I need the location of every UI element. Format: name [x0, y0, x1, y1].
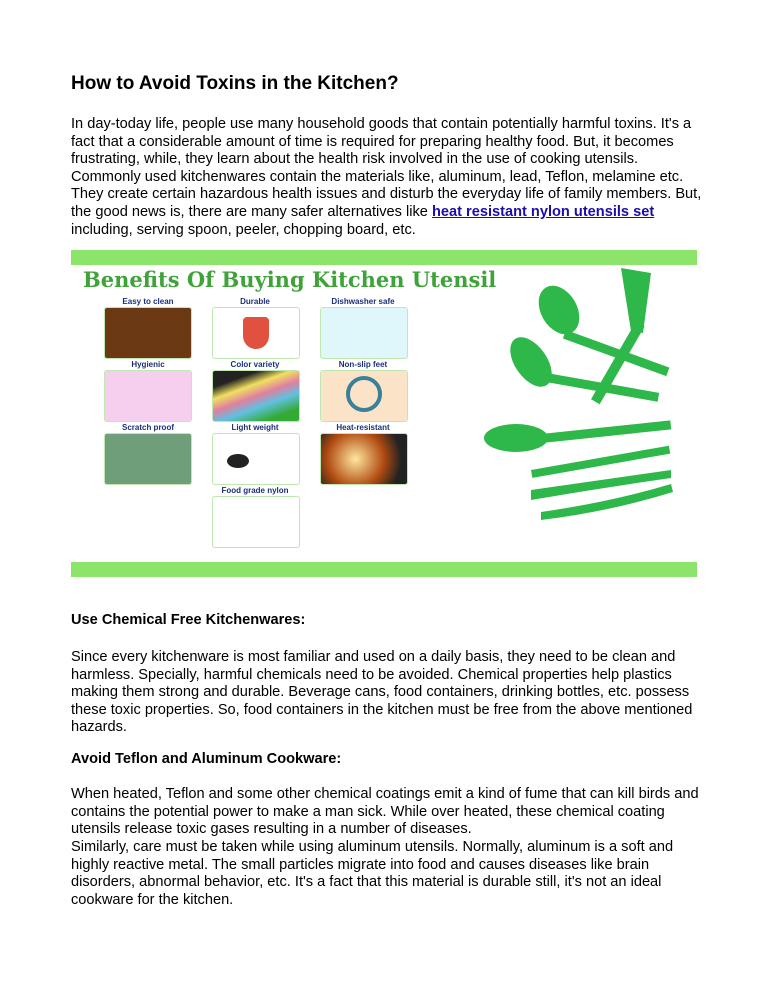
benefit-label: Durable [240, 297, 270, 306]
page-title: How to Avoid Toxins in the Kitchen? [71, 73, 399, 94]
benefit-label: Heat-resistant [336, 423, 390, 432]
benefit-label: Hygienic [131, 360, 165, 369]
benefit-label: Non-slip feet [338, 360, 388, 369]
dishwasher-image [320, 307, 408, 359]
intro-text: In day-today life, people use many household goods that contain potentially harmful toxins. It's a fact that a considerable amount of time is required for preparing healthy food. But, it becomes frustrating, while, they learn about the health risk involved in the use of cooking utensils. Commonly used kitchenwares contain the materials like, aluminum, lead, Teflon, melamine etc. They create certain hazardous health issues and disturb the everyday life of family members. But, the good news is, there are many safer alternatives like [71, 116, 702, 220]
non-slip-image [320, 370, 408, 422]
benefit-label: Food grade nylon [221, 486, 289, 495]
durable-image [212, 307, 300, 359]
section-body-2: Similarly, care must be taken while using aluminum utensils. Normally, aluminum is a soft and highly reactive metal. The small particles migrate into food and causes diseases like brain disorders, abnormal behavior, etc. It's a fact that this material is durable still, it's not an ideal cookware for the kitchen. [71, 839, 674, 908]
benefit-label: Dishwasher safe [331, 297, 395, 306]
hygienic-image [104, 370, 192, 422]
nylon-utensils-link[interactable]: heat resistant nylon utensils set [431, 203, 655, 220]
heat-resistant-image [320, 433, 408, 485]
section-heading: Use Chemical Free Kitchenwares: [71, 612, 306, 628]
section-body: Since every kitchenware is most familiar and used on a daily basis, they need to be clean and harmless. Specially, harmful chemicals need to be avoided. Chemical properties help plastics making them strong and durable. Beverage cans, food containers, drinking bottles, etc. possess these toxic properties. So, food containers in the kitchen must be free from the above mentioned hazards. [71, 649, 693, 736]
color-variety-image [212, 370, 300, 422]
scratch-proof-image [104, 433, 192, 485]
light-weight-image [212, 433, 300, 485]
section-heading: Avoid Teflon and Aluminum Cookware: [71, 751, 342, 767]
benefit-label: Scratch proof [121, 423, 174, 432]
intro-text-end: including, serving spoon, peeler, chopping board, etc. [71, 221, 416, 238]
food-grade-image [212, 496, 300, 548]
figure-bottom-bar [71, 562, 697, 577]
benefit-label: Easy to clean [122, 297, 174, 306]
benefits-figure [71, 250, 697, 577]
benefit-label: Light weight [231, 423, 279, 432]
intro-paragraph [71, 116, 711, 239]
easy-clean-image [104, 307, 192, 359]
figure-title: Benefits Of Buying Kitchen Utensil [83, 267, 497, 292]
utensils-set-image [471, 250, 697, 577]
benefit-label: Color variety [230, 360, 280, 369]
section-body: When heated, Teflon and some other chemical coatings emit a kind of fume that can kill birds and contains the potential power to make a man sick. While over heated, these chemical coating utensils release toxic gases resulting in a number of diseases. [71, 786, 699, 838]
